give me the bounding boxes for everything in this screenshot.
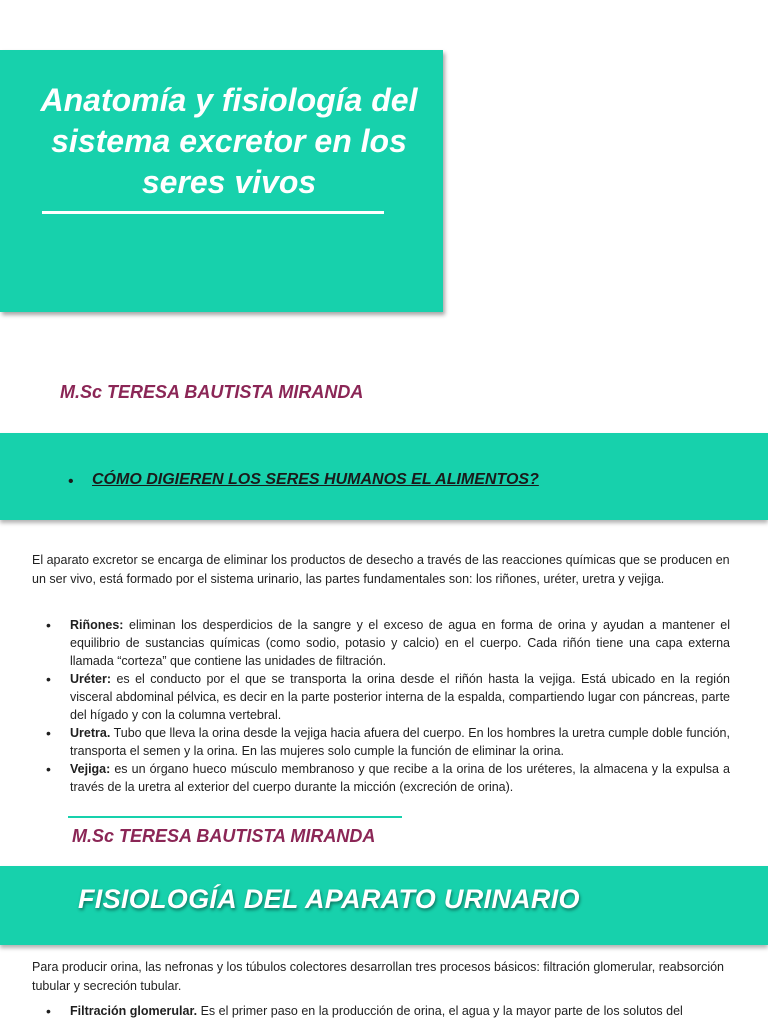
author-name: M.Sc TERESA BAUTISTA MIRANDA bbox=[72, 826, 376, 846]
list-item bbox=[32, 760, 730, 796]
list-item bbox=[32, 616, 730, 670]
title-underline bbox=[42, 211, 384, 214]
term-description: Es el primer paso en la producción de orina, el agua y la mayor parte de los solutos del bbox=[197, 1004, 683, 1018]
definition-list bbox=[32, 616, 730, 796]
section-band bbox=[0, 866, 768, 945]
question-heading: CÓMO DIGIEREN LOS SERES HUMANOS EL ALIMENTOS? bbox=[92, 471, 539, 488]
term-label: Uréter: bbox=[70, 672, 111, 686]
list-item bbox=[32, 724, 730, 760]
term-description: Tubo que lleva la orina desde la vejiga hacia afuera del cuerpo. En los hombres la uretra cumple doble función, transporta el semen y la orina. En las mujeres solo cumple la función de eliminar la orina. bbox=[70, 726, 730, 758]
title-box bbox=[0, 50, 443, 312]
term-description: eliminan los desperdicios de la sangre y el exceso de agua en forma de orina y ayudan a mantener el equilibrio de sustancias químicas (como sodio, potasio y calcio) en el cuerpo. Cada riñón tiene una capa externa llamada “corteza” que contiene las unidades de filtración. bbox=[70, 618, 730, 668]
page-title: Anatomía y fisiología del sistema excretor en los seres vivos bbox=[40, 82, 418, 200]
divider bbox=[68, 816, 402, 818]
list-item bbox=[32, 670, 730, 724]
term-label: Filtración glomerular. bbox=[70, 1004, 198, 1018]
author-name: M.Sc TERESA BAUTISTA MIRANDA bbox=[60, 382, 364, 402]
term-label: Vejiga: bbox=[70, 762, 111, 776]
list-item bbox=[32, 1002, 730, 1020]
question-band bbox=[0, 433, 768, 520]
intro-paragraph: El aparato excretor se encarga de eliminar los productos de desecho a través de las reacciones químicas que se producen en un ser vivo, está formado por el sistema urinario, las partes fundamentales son: los riñones, uréter, uretra y vejiga. bbox=[32, 553, 730, 586]
section-title: FISIOLOGÍA DEL APARATO URINARIO bbox=[78, 884, 580, 914]
intro-paragraph: Para producir orina, las nefronas y los túbulos colectores desarrollan tres procesos básicos: filtración glomerular, reabsorción tubular y secreción tubular. bbox=[32, 960, 725, 993]
term-description: es un órgano hueco músculo membranoso y que recibe a la orina de los uréteres, la almacena y la expulsa a través de la uretra al exterior del cuerpo durante la micción (excreción de orina). bbox=[70, 762, 730, 794]
term-description: es el conducto por el que se transporta la orina desde el riñón hasta la vejiga. Está ubicado en la región visceral abdominal pélvica, es decir en la parte posterior interna de la espalda, compartiendo lugar con páncreas, parte del hígado y con la columna vertebral. bbox=[70, 672, 730, 722]
bullet-icon: • bbox=[68, 473, 74, 490]
definition-list bbox=[32, 1002, 730, 1020]
term-label: Uretra. bbox=[70, 726, 111, 740]
term-label: Riñones: bbox=[70, 618, 124, 632]
